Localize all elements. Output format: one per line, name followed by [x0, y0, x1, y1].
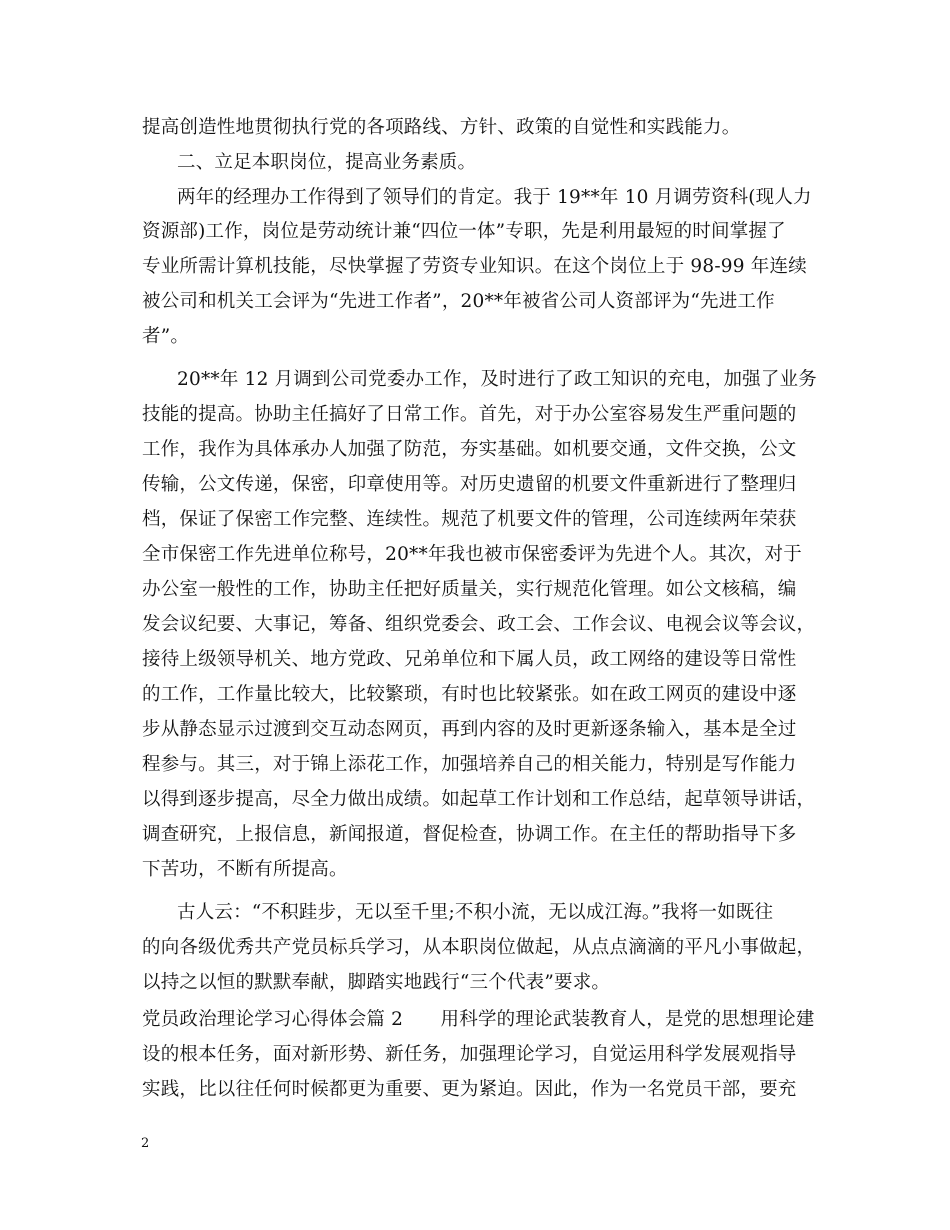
text-line: 设的根本任务，面对新形势、新任务，加强理论学习，自觉运用科学发展观指导 — [142, 1044, 797, 1065]
text-line: 工作，我作为具体承办人加强了防范，夯实基础。如机要交通，文件交换，公文 — [142, 439, 797, 460]
text-line: 的工作，工作量比较大，比较繁琐，有时也比较紧张。如在政工网页的建设中逐 — [142, 684, 797, 705]
text-line: 接待上级领导机关、地方党政、兄弟单位和下属人员，政工网络的建设等日常性 — [142, 649, 797, 670]
text-line: 提高创造性地贯彻执行党的各项路线、方针、政策的自觉性和实践能力。 — [142, 117, 741, 138]
text-line: 档，保证了保密工作完整、连续性。规范了机要文件的管理，公司连续两年荣获 — [142, 509, 797, 530]
text-line: 下苦功，不断有所提高。 — [142, 859, 348, 880]
text-line: 实践，比以往任何时候都更为重要、更为紧迫。因此，作为一名党员干部，要充 — [142, 1079, 797, 1100]
text-line: 20**年 12 月调到公司党委办工作，及时进行了政工知识的充电，加强了业务 — [177, 369, 817, 390]
text-line: 全市保密工作先进单位称号，20**年我也被市保密委评为先进个人。其次，对于 — [142, 544, 802, 565]
text-line: 以持之以恒的默默奉献，脚踏实地践行“三个代表”要求。 — [142, 972, 611, 993]
text-line: 的向各级优秀共产党员标兵学习，从本职岗位做起，从点点滴滴的平凡小事做起， — [142, 937, 816, 958]
text-line: 发会议纪要、大事记，筹备、组织党委会、政工会、工作会议、电视会议等会议， — [142, 614, 816, 635]
text-line: 资源部)工作，岗位是劳动统计兼“四位一体”专职，先是利用最短的时间掌握了 — [142, 221, 786, 242]
text-line: 办公室一般性的工作，协助主任把好质量关，实行规范化管理。如公文核稿，编 — [142, 579, 797, 600]
section-heading: 二、立足本职岗位，提高业务素质。 — [177, 152, 477, 173]
text-line: 党员政治理论学习心得体会篇 2 用科学的理论武装教育人，是党的思想理论建 — [142, 1009, 815, 1030]
text-line: 者”。 — [142, 326, 190, 347]
text-line: 传输，公文传递，保密，印章使用等。对历史遗留的机要文件重新进行了整理归 — [142, 474, 797, 495]
text-line: 技能的提高。协助主任搞好了日常工作。首先，对于办公室容易发生严重问题的 — [142, 404, 797, 425]
text-line: 步从静态显示过渡到交互动态网页，再到内容的及时更新逐条输入，基本是全过 — [142, 719, 797, 740]
text-line: 专业所需计算机技能，尽快掌握了劳资专业知识。在这个岗位上于 98-99 年连续 — [142, 256, 807, 277]
page-number: 2 — [141, 1136, 150, 1151]
text-line: 程参与。其三，对于锦上添花工作，加强培养自己的相关能力，特别是写作能力 — [142, 754, 797, 775]
text-line: 被公司和机关工会评为“先进工作者”，20**年被省公司人资部评为“先进工作 — [142, 291, 775, 312]
text-line: 两年的经理办工作得到了领导们的肯定。我于 19**年 10 月调劳资科(现人力 — [177, 187, 812, 208]
text-line: 调查研究，上报信息，新闻报道，督促检查，协调工作。在主任的帮助指导下多 — [142, 824, 797, 845]
text-line: 古人云：“不积跬步，无以至千里;不积小流，无以成江海。”我将一如既往 — [177, 902, 774, 923]
text-line: 以得到逐步提高，尽全力做出成绩。如起草工作计划和工作总结，起草领导讲话， — [142, 789, 816, 810]
